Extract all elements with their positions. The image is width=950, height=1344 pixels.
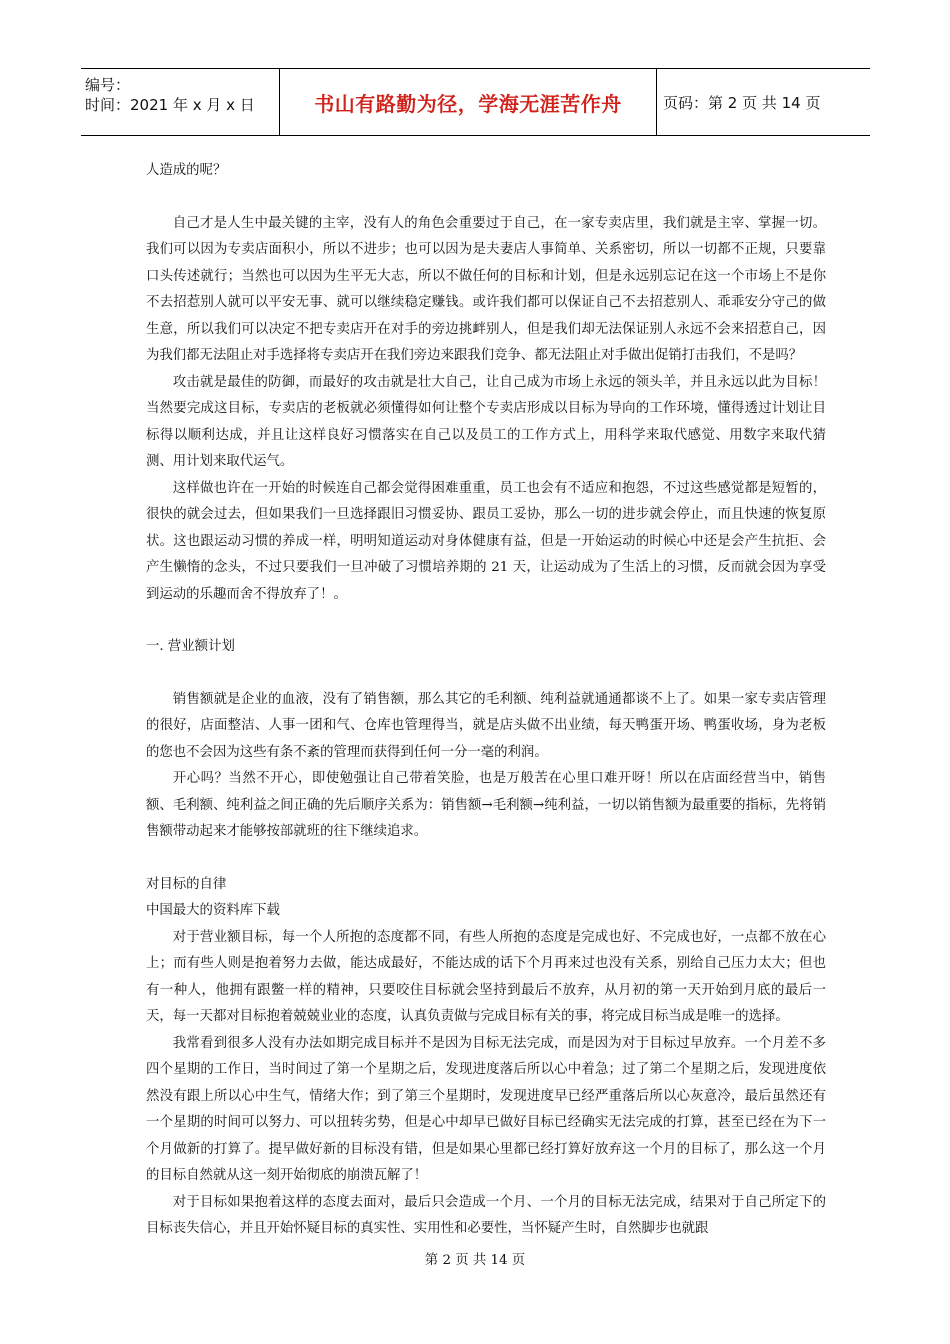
paragraph: 我常看到很多人没有办法如期完成目标并不是因为目标无法完成，而是因为对于目标过早放弃。一个月差不多四个星期的工作日，当时间过了第一个星期之后，发现进度落后所以心中着急；过了第二个星期之后，发现进度依然没有跟上所以心中生气，情绪大作；到了第三个星期时，发现进度早已经严重落后所以心灰意冷，最后虽然还有一个星期的时间可以努力、可以扭转劣势，但是心中却早已做好目标已经确实无法完成的打算，甚至已经在为下一个月做新的打算了。提早做好新的目标没有错，但是如果心里都已经打算好放弃这一个月的目标了，那么这一个月的目标自然就从这一刻开始彻底的崩溃瓦解了！	[146, 1035, 826, 1183]
paragraph: 自己才是人生中最关键的主宰，没有人的角色会重要过于自己，在一家专卖店里，我们就是主宰、掌握一切。我们可以因为专卖店面积小，所以不进步；也可以因为是夫妻店人事简单、关系密切，所以一切都不正规，只要靠口头传述就行；当然也可以因为生平无大志，所以不做任何的目标和计划，但是永远别忘记在这一个市场上不是你不去招惹别人就可以平安无事、就可以继续稳定赚钱。或许我们都可以保证自己不去招惹别人、乖乖安分守己的做生意，所以我们可以决定不把专卖店开在对手的旁边挑衅别人，但是我们却无法保证别人永远不会来招惹自己，因为我们都无法阻止对手选择将专卖店开在我们旁边来跟我们竞争、都无法阻止对手做出促销打击我们，不是吗？	[146, 215, 826, 363]
header-meta-cell	[81, 69, 280, 135]
section-heading-self-discipline: 对目标的自律	[146, 876, 227, 892]
section-heading-sales-plan: 一. 营业额计划	[146, 639, 235, 654]
doc-date-label: 时间：2021 年 x 月 x 日	[85, 96, 255, 114]
document-header	[81, 68, 870, 136]
page-footer: 第 2 页 共 14 页	[424, 1253, 526, 1268]
header-page-label: 页码：第 2 页 共 14 页	[663, 93, 821, 112]
paragraph: 这样做也许在一开始的时候连自己都会觉得困难重重，员工也会有不适应和抱怨，不过这些感觉都是短暂的，很快的就会过去，但如果我们一旦选择跟旧习惯妥协、跟员工妥协，那么一切的进步就会停止，而且快速的恢复原状。这也跟运动习惯的养成一样，明明知道运动对身体健康有益，但是一开始运动的时候心中还是会产生抗拒、会产生懒惰的念头，不过只要我们一旦冲破了习惯培养期的 21 天，让运动成为了生活上的习惯，反而就会因为享受到运动的乐趣而舍不得放弃了！。	[146, 480, 826, 602]
paragraph: 开心吗？当然不开心，即使勉强让自己带着笑脸，也是万般苦在心里口难开呀！所以在店面经营当中，销售额、毛利额、纯利益之间正确的先后顺序关系为：销售额→毛利额→纯利益，一切以销售额为最重要的指标，先将销售额带动起来才能够按部就班的往下继续追求。	[146, 771, 826, 839]
header-motto: 书山有路勤为径，学海无涯苦作舟	[280, 69, 657, 135]
paragraph: 对于目标如果抱着这样的态度去面对，最后只会造成一个月、一个月的目标无法完成，结果对于自己所定下的目标丧失信心，并且开始怀疑目标的真实性、实用性和必要性，当怀疑产生时，自然脚步也就跟	[146, 1194, 826, 1236]
paragraph: 对于营业额目标，每一个人所抱的态度都不同，有些人所抱的态度是完成也好、不完成也好，一点都不放在心上；而有些人则是抱着努力去做，能达成最好，不能达成的话下个月再来过也没有关系，别给自己压力太大；但也有一种人，他拥有跟鳖一样的精神，只要咬住目标就会坚持到最后不放弃，从月初的第一天开始到月底的最后一天，每一天都对目标抱着兢兢业业的态度，认真负责做与完成目标有关的事，将完成目标当成是唯一的选择。	[146, 929, 826, 1024]
promo-line: 中国最大的资料库下载	[146, 903, 280, 918]
document-body	[146, 158, 826, 1243]
paragraph-continued: 人造成的呢？	[146, 163, 227, 178]
doc-number-label: 编号：	[85, 76, 131, 94]
paragraph: 攻击就是最佳的防御，而最好的攻击就是壮大自己，让自己成为市场上永远的领头羊，并且永远以此为目标！当然要完成这目标，专卖店的老板就必须懂得如何让整个专卖店形成以目标为导向的工作环境，懂得透过计划让目标得以顺利达成，并且让这样良好习惯落实在自己以及员工的工作方式上，用科学来取代感觉、用数字来取代猜测、用计划来取代运气。	[146, 374, 826, 469]
paragraph: 销售额就是企业的血液，没有了销售额，那么其它的毛利额、纯利益就通通都谈不上了。如果一家专卖店管理的很好，店面整洁、人事一团和气、仓库也管理得当，就是店头做不出业绩，每天鸭蛋开场、鸭蛋收场，身为老板的您也不会因为这些有条不紊的管理而获得到任何一分一毫的利润。	[146, 691, 826, 760]
